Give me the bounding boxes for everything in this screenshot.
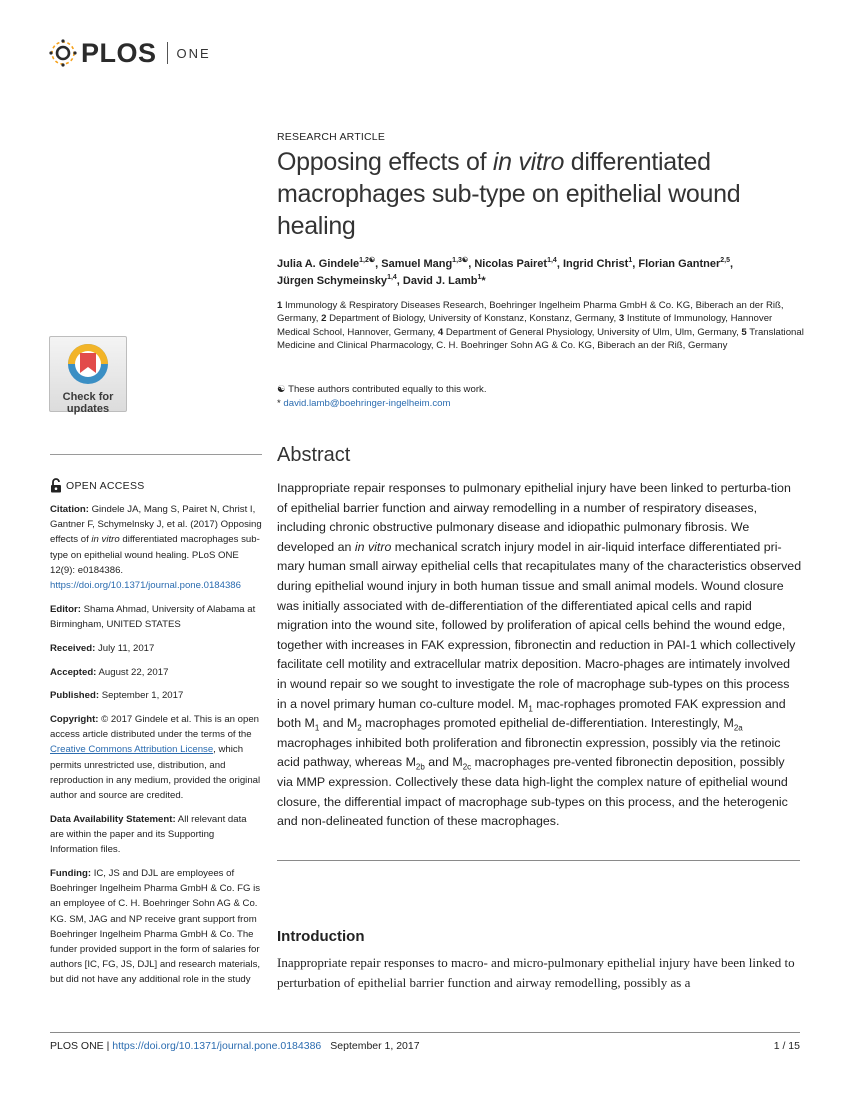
abstract-part: mac-rophages promoted FAK expression and both M [277, 696, 786, 731]
open-access-label: OPEN ACCESS [66, 479, 145, 492]
published-label: Published: [50, 690, 100, 701]
affiliation-number: 4 [437, 326, 444, 338]
author-separator: , [556, 258, 563, 270]
author-separator: , [730, 258, 737, 270]
crossmark-icon [66, 342, 110, 386]
abstract-divider [277, 860, 800, 861]
author-affiliation-marker: 1,2☯ [359, 257, 376, 264]
footer-divider [50, 1032, 800, 1033]
footer-separator: | [103, 1040, 113, 1052]
affiliation-text: Institute of Immunology, Hannover Medical School, Hannover, Germany, [277, 313, 775, 338]
title-pre: Opposing effects of [277, 148, 493, 176]
page-footer [50, 1040, 800, 1052]
abstract-subscript: 2a [733, 723, 743, 733]
equal-contribution-icon: ☯ [277, 384, 286, 395]
published-block [50, 688, 262, 703]
funding-block [50, 866, 262, 988]
corresponding-email-link[interactable]: david.lamb@boehringer-ingelheim.com [283, 398, 451, 409]
affiliation-number: 1 [277, 300, 283, 311]
author-notes [277, 383, 807, 411]
footer-doi-link[interactable]: https://doi.org/10.1371/journal.pone.0184386 [112, 1040, 322, 1052]
check-for-updates-label-2: updates [66, 403, 110, 415]
editor-block [50, 602, 262, 632]
page-number: 1 / 15 [773, 1040, 800, 1052]
editor-label: Editor: [50, 604, 81, 615]
abstract-subscript: 2c [462, 762, 472, 772]
affiliation-text: Department of Biology, University of Konstanz, Konstanz, Germany, [326, 313, 619, 325]
author-name[interactable]: Jürgen Schymeinsky [277, 275, 388, 287]
received-label: Received: [50, 643, 96, 654]
accepted-label: Accepted: [50, 667, 97, 678]
data-availability-block [50, 812, 262, 858]
citation-label: Citation: [50, 504, 89, 515]
check-for-updates-label-1: Check for [62, 391, 114, 403]
corresponding-symbol: * [277, 398, 281, 409]
open-access-badge [50, 478, 145, 493]
abstract-part: Inappropriate repair responses to pulmonary epithelial injury have been linked to perturba-tion of epithelial barrier function and airway remodelling in a number of respiratory diseases, including chronic obstructive pulmonary disease and idiopathic pulmonary fibrosis. We developed an [277, 481, 791, 554]
check-for-updates-badge[interactable] [49, 336, 127, 415]
author-list [277, 256, 807, 290]
corresponding-author-note [277, 397, 807, 411]
citation-text-italic: in vitro [91, 534, 120, 546]
citation-text-pre: Gindele JA, Mang S, Pairet N, Christ I, Gantner F, Schymelnsky J, et al. (2017) Opposing effects of [50, 504, 262, 546]
abstract-part: mechanical scratch injury model in air-liquid interface differentiated pri-mary human small airway epithelial cells that recapitulates many of the characteristics observed during epithelial wound injury in both human tissue and small animal models. Wound closure was initially associated with de-differentiation of the differentiated apical cells and rapid migration into the wound site, followed by proliferation of apical cells behind the wound edge, together with increases in FAK expression, fibronectin and reduction in PAI-1 which collectively facilitate cell motility and extracellular matrix deposition. Macro-phages are intimately involved in wound repair so we sought to investigate the role of macrophage sub-types on this process in a novel primary human co-culture model. M [277, 539, 802, 711]
plos-logo-icon [48, 38, 78, 68]
abstract-subscript: 1 [314, 723, 320, 733]
abstract-heading: Abstract [277, 444, 351, 466]
abstract-part: macrophages promoted epithelial de-differentiation. Interestingly, M [361, 716, 734, 731]
journal-name: ONE [176, 45, 211, 61]
abstract-part: macrophages pre-vented fibronectin deposition, possibly via MMP expression. Collectively these data high-light the complex nature of epithelial wound closure, the differential impact of macrophage sub-types on this process, and the heterogenic and non-delineated function of these macrophages. [277, 755, 788, 829]
received-block [50, 641, 262, 656]
citation-text-post: differentiated macrophages sub-type on epithelial wound healing. PLoS ONE 12(9): e0184386. [50, 534, 260, 576]
author-affiliation-marker: 2,5 [720, 257, 730, 264]
footer-date: September 1, 2017 [330, 1040, 420, 1052]
funding-text: IC, JS and DJL are employees of Boehringer Ingelheim Pharma GmbH & Co. FG is an employee of C. H. Boehringer Sohn AG & Co. KG. SM, JAG and NP receive grant support from Boehringer Ingelheim Pharma GmbH & Co. The funder provided support in the form of salaries for authors [IC, FG, JS, DJL] and research materials, but did not have any additional role in the study [50, 868, 261, 986]
author-affiliation-marker: 1,4 [387, 274, 397, 281]
author-separator: , [632, 258, 639, 270]
sidebar-divider [50, 454, 262, 455]
author-affiliation-marker: 1 [477, 274, 482, 281]
author-name[interactable]: Ingrid Christ [562, 258, 629, 270]
author-name[interactable]: Samuel Mang [381, 258, 453, 270]
citation-doi-link[interactable]: https://doi.org/10.1371/journal.pone.0184386 [50, 580, 241, 592]
affiliation-number: 5 [741, 326, 747, 338]
introduction-heading: Introduction [277, 928, 365, 945]
title-italic: in vitro [492, 148, 565, 176]
abstract-subscript: 1 [528, 704, 533, 713]
title-post: differentiated macrophages sub-type on epithelial wound healing [277, 148, 741, 240]
author-separator: , [396, 275, 403, 287]
abstract-subscript: 2 [357, 723, 362, 733]
author-affiliation-marker: 1,3☯ [452, 257, 469, 264]
data-availability-label: Data Availability Statement: [50, 814, 176, 825]
affiliation-text: Department of General Physiology, University of Ulm, Ulm, Germany, [443, 326, 742, 338]
affiliation-text: Immunology & Respiratory Diseases Research, Boehringer Ingelheim Pharma GmbH & Co. KG, Biberach an der Riß, Germany, [277, 300, 787, 325]
footer-journal: PLOS ONE [50, 1040, 104, 1052]
affiliation-list [277, 299, 807, 352]
article-type: RESEARCH ARTICLE [277, 131, 386, 143]
article-title [277, 146, 817, 242]
affiliation-number: 3 [618, 313, 625, 325]
author-affiliation-marker: 1 [628, 257, 633, 264]
open-lock-icon [50, 478, 62, 493]
citation-block [50, 502, 262, 593]
copyright-label: Copyright: [50, 714, 99, 725]
author-name[interactable]: Julia A. Gindele [277, 258, 360, 270]
equal-contribution-text: These authors contributed equally to this work. [285, 384, 487, 395]
license-link[interactable]: Creative Commons Attribution License [50, 744, 214, 756]
data-availability-text: All relevant data are within the paper and its Supporting Information files. [50, 814, 247, 856]
accepted-date: August 22, 2017 [96, 667, 169, 678]
introduction-text: Inappropriate repair responses to macro- and micro-pulmonary epithelial injury have been linked to perturbation of epithelial barrier function and airway remodelling, possibly as a [277, 955, 795, 990]
accepted-block [50, 665, 262, 680]
affiliation-text: Translational Medicine and Clinical Pharmacology, C. H. Boehringer Sohn AG & Co. KG, Biberach an der Riß, Germany [277, 326, 807, 351]
funding-label: Funding: [50, 868, 92, 879]
copyright-text-post: , which permits unrestricted use, distribution, and reproduction in any medium, provided the original author and source are credited. [50, 744, 261, 802]
author-name[interactable]: David J. Lamb [402, 275, 478, 287]
editor-text: Shama Ahmad, University of Alabama at Birmingham, UNITED STATES [50, 604, 256, 631]
copyright-block [50, 712, 262, 803]
abstract-text [277, 479, 802, 832]
affiliation-number: 2 [321, 313, 327, 325]
abstract-part: and M [319, 716, 358, 731]
equal-contribution-note [277, 383, 807, 397]
copyright-text-pre: © 2017 Gindele et al. This is an open access article distributed under the terms of the [50, 714, 259, 741]
journal-logo[interactable] [48, 36, 211, 70]
published-date: September 1, 2017 [99, 690, 184, 701]
author-separator: , [468, 258, 475, 270]
received-date: July 11, 2017 [95, 643, 155, 654]
abstract-subscript: 2b [415, 762, 425, 772]
author-separator: , [375, 258, 382, 270]
author-name[interactable]: Nicolas Pairet [474, 258, 548, 270]
author-affiliation-marker: 1,4 [547, 257, 557, 264]
journal-brand: PLOS [81, 37, 157, 68]
abstract-part: and M [424, 755, 463, 770]
logo-divider [167, 42, 168, 64]
author-separator: * [481, 275, 486, 287]
abstract-italic: in vitro [354, 539, 392, 554]
author-name[interactable]: Florian Gantner [638, 258, 721, 270]
abstract-part: macrophages inhibited both proliferation and fibronectin expression, possibly via the retinoic acid pathway, whereas M [277, 735, 781, 770]
